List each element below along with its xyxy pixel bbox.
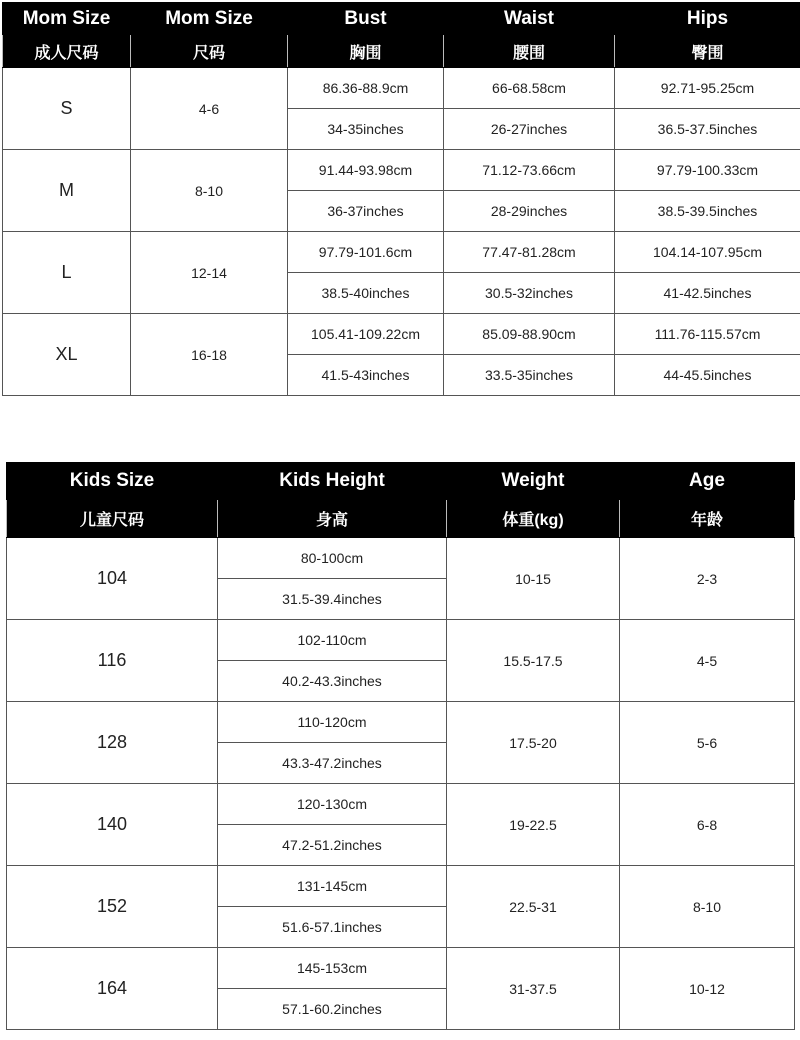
mom-size-cell: M: [3, 150, 131, 232]
mom-header-bust-cn: 胸围: [288, 35, 444, 68]
kids-size-cell: 164: [7, 948, 218, 1030]
bust-inch-cell: 38.5-40inches: [288, 273, 444, 314]
height-inch-cell: 40.2-43.3inches: [218, 661, 447, 702]
kids-header-weight-cn: 体重(kg): [447, 500, 620, 538]
height-cm-cell: 145-153cm: [218, 948, 447, 989]
mom-header-cn-row: [3, 35, 800, 68]
age-cell: 10-12: [620, 948, 795, 1030]
kids-header-height-en: Kids Height: [218, 463, 447, 500]
mom-header-us-cn: 尺码: [131, 35, 288, 68]
hips-cm-cell: 97.79-100.33cm: [615, 150, 800, 191]
waist-cm-cell: 85.09-88.90cm: [444, 314, 615, 355]
age-cell: 2-3: [620, 538, 795, 620]
age-cell: 4-5: [620, 620, 795, 702]
weight-cell: 17.5-20: [447, 702, 620, 784]
mom-us-size-cell: 8-10: [131, 150, 288, 232]
hips-inch-cell: 41-42.5inches: [615, 273, 800, 314]
table-row: [3, 68, 800, 109]
table-row: [7, 948, 795, 989]
kids-header-cn-row: [7, 500, 795, 538]
table-row: [3, 232, 800, 273]
height-inch-cell: 57.1-60.2inches: [218, 989, 447, 1030]
mom-header-bust-en: Bust: [288, 3, 444, 35]
table-row: [7, 702, 795, 743]
kids-header-size-cn: 儿童尺码: [7, 500, 218, 538]
mom-size-cell: S: [3, 68, 131, 150]
mom-header-size-en: Mom Size: [3, 3, 131, 35]
hips-inch-cell: 36.5-37.5inches: [615, 109, 800, 150]
weight-cell: 10-15: [447, 538, 620, 620]
hips-cm-cell: 104.14-107.95cm: [615, 232, 800, 273]
mom-header-hips-en: Hips: [615, 3, 800, 35]
weight-cell: 31-37.5: [447, 948, 620, 1030]
height-inch-cell: 43.3-47.2inches: [218, 743, 447, 784]
table-row: [3, 314, 800, 355]
height-cm-cell: 120-130cm: [218, 784, 447, 825]
bust-inch-cell: 34-35inches: [288, 109, 444, 150]
age-cell: 8-10: [620, 866, 795, 948]
height-inch-cell: 31.5-39.4inches: [218, 579, 447, 620]
table-row: [7, 866, 795, 907]
kids-size-cell: 140: [7, 784, 218, 866]
hips-cm-cell: 111.76-115.57cm: [615, 314, 800, 355]
hips-inch-cell: 44-45.5inches: [615, 355, 800, 396]
mom-us-size-cell: 4-6: [131, 68, 288, 150]
hips-cm-cell: 92.71-95.25cm: [615, 68, 800, 109]
waist-cm-cell: 77.47-81.28cm: [444, 232, 615, 273]
table-row: [3, 150, 800, 191]
bust-inch-cell: 36-37inches: [288, 191, 444, 232]
mom-size-table: [2, 2, 800, 396]
kids-header-en-row: [7, 463, 795, 500]
kids-header-size-en: Kids Size: [7, 463, 218, 500]
mom-header-en-row: [3, 3, 800, 35]
weight-cell: 15.5-17.5: [447, 620, 620, 702]
bust-inch-cell: 41.5-43inches: [288, 355, 444, 396]
age-cell: 6-8: [620, 784, 795, 866]
table-row: [7, 538, 795, 579]
height-cm-cell: 110-120cm: [218, 702, 447, 743]
table-row: [7, 620, 795, 661]
kids-size-cell: 152: [7, 866, 218, 948]
waist-inch-cell: 30.5-32inches: [444, 273, 615, 314]
mom-header-size-cn: 成人尺码: [3, 35, 131, 68]
bust-cm-cell: 97.79-101.6cm: [288, 232, 444, 273]
hips-inch-cell: 38.5-39.5inches: [615, 191, 800, 232]
age-cell: 5-6: [620, 702, 795, 784]
mom-header-us-en: Mom Size: [131, 3, 288, 35]
mom-us-size-cell: 12-14: [131, 232, 288, 314]
bust-cm-cell: 91.44-93.98cm: [288, 150, 444, 191]
kids-header-age-cn: 年龄: [620, 500, 795, 538]
bust-cm-cell: 86.36-88.9cm: [288, 68, 444, 109]
waist-inch-cell: 28-29inches: [444, 191, 615, 232]
weight-cell: 22.5-31: [447, 866, 620, 948]
height-inch-cell: 51.6-57.1inches: [218, 907, 447, 948]
kids-header-weight-en: Weight: [447, 463, 620, 500]
kids-size-table: [6, 462, 795, 1030]
kids-size-cell: 128: [7, 702, 218, 784]
table-row: [7, 784, 795, 825]
kids-size-cell: 104: [7, 538, 218, 620]
waist-cm-cell: 71.12-73.66cm: [444, 150, 615, 191]
mom-header-waist-cn: 腰围: [444, 35, 615, 68]
waist-inch-cell: 26-27inches: [444, 109, 615, 150]
kids-header-age-en: Age: [620, 463, 795, 500]
height-cm-cell: 102-110cm: [218, 620, 447, 661]
mom-header-hips-cn: 臀围: [615, 35, 800, 68]
mom-size-cell: L: [3, 232, 131, 314]
height-cm-cell: 80-100cm: [218, 538, 447, 579]
height-cm-cell: 131-145cm: [218, 866, 447, 907]
mom-size-cell: XL: [3, 314, 131, 396]
kids-size-cell: 116: [7, 620, 218, 702]
height-inch-cell: 47.2-51.2inches: [218, 825, 447, 866]
waist-cm-cell: 66-68.58cm: [444, 68, 615, 109]
waist-inch-cell: 33.5-35inches: [444, 355, 615, 396]
mom-header-waist-en: Waist: [444, 3, 615, 35]
mom-us-size-cell: 16-18: [131, 314, 288, 396]
weight-cell: 19-22.5: [447, 784, 620, 866]
bust-cm-cell: 105.41-109.22cm: [288, 314, 444, 355]
kids-header-height-cn: 身高: [218, 500, 447, 538]
